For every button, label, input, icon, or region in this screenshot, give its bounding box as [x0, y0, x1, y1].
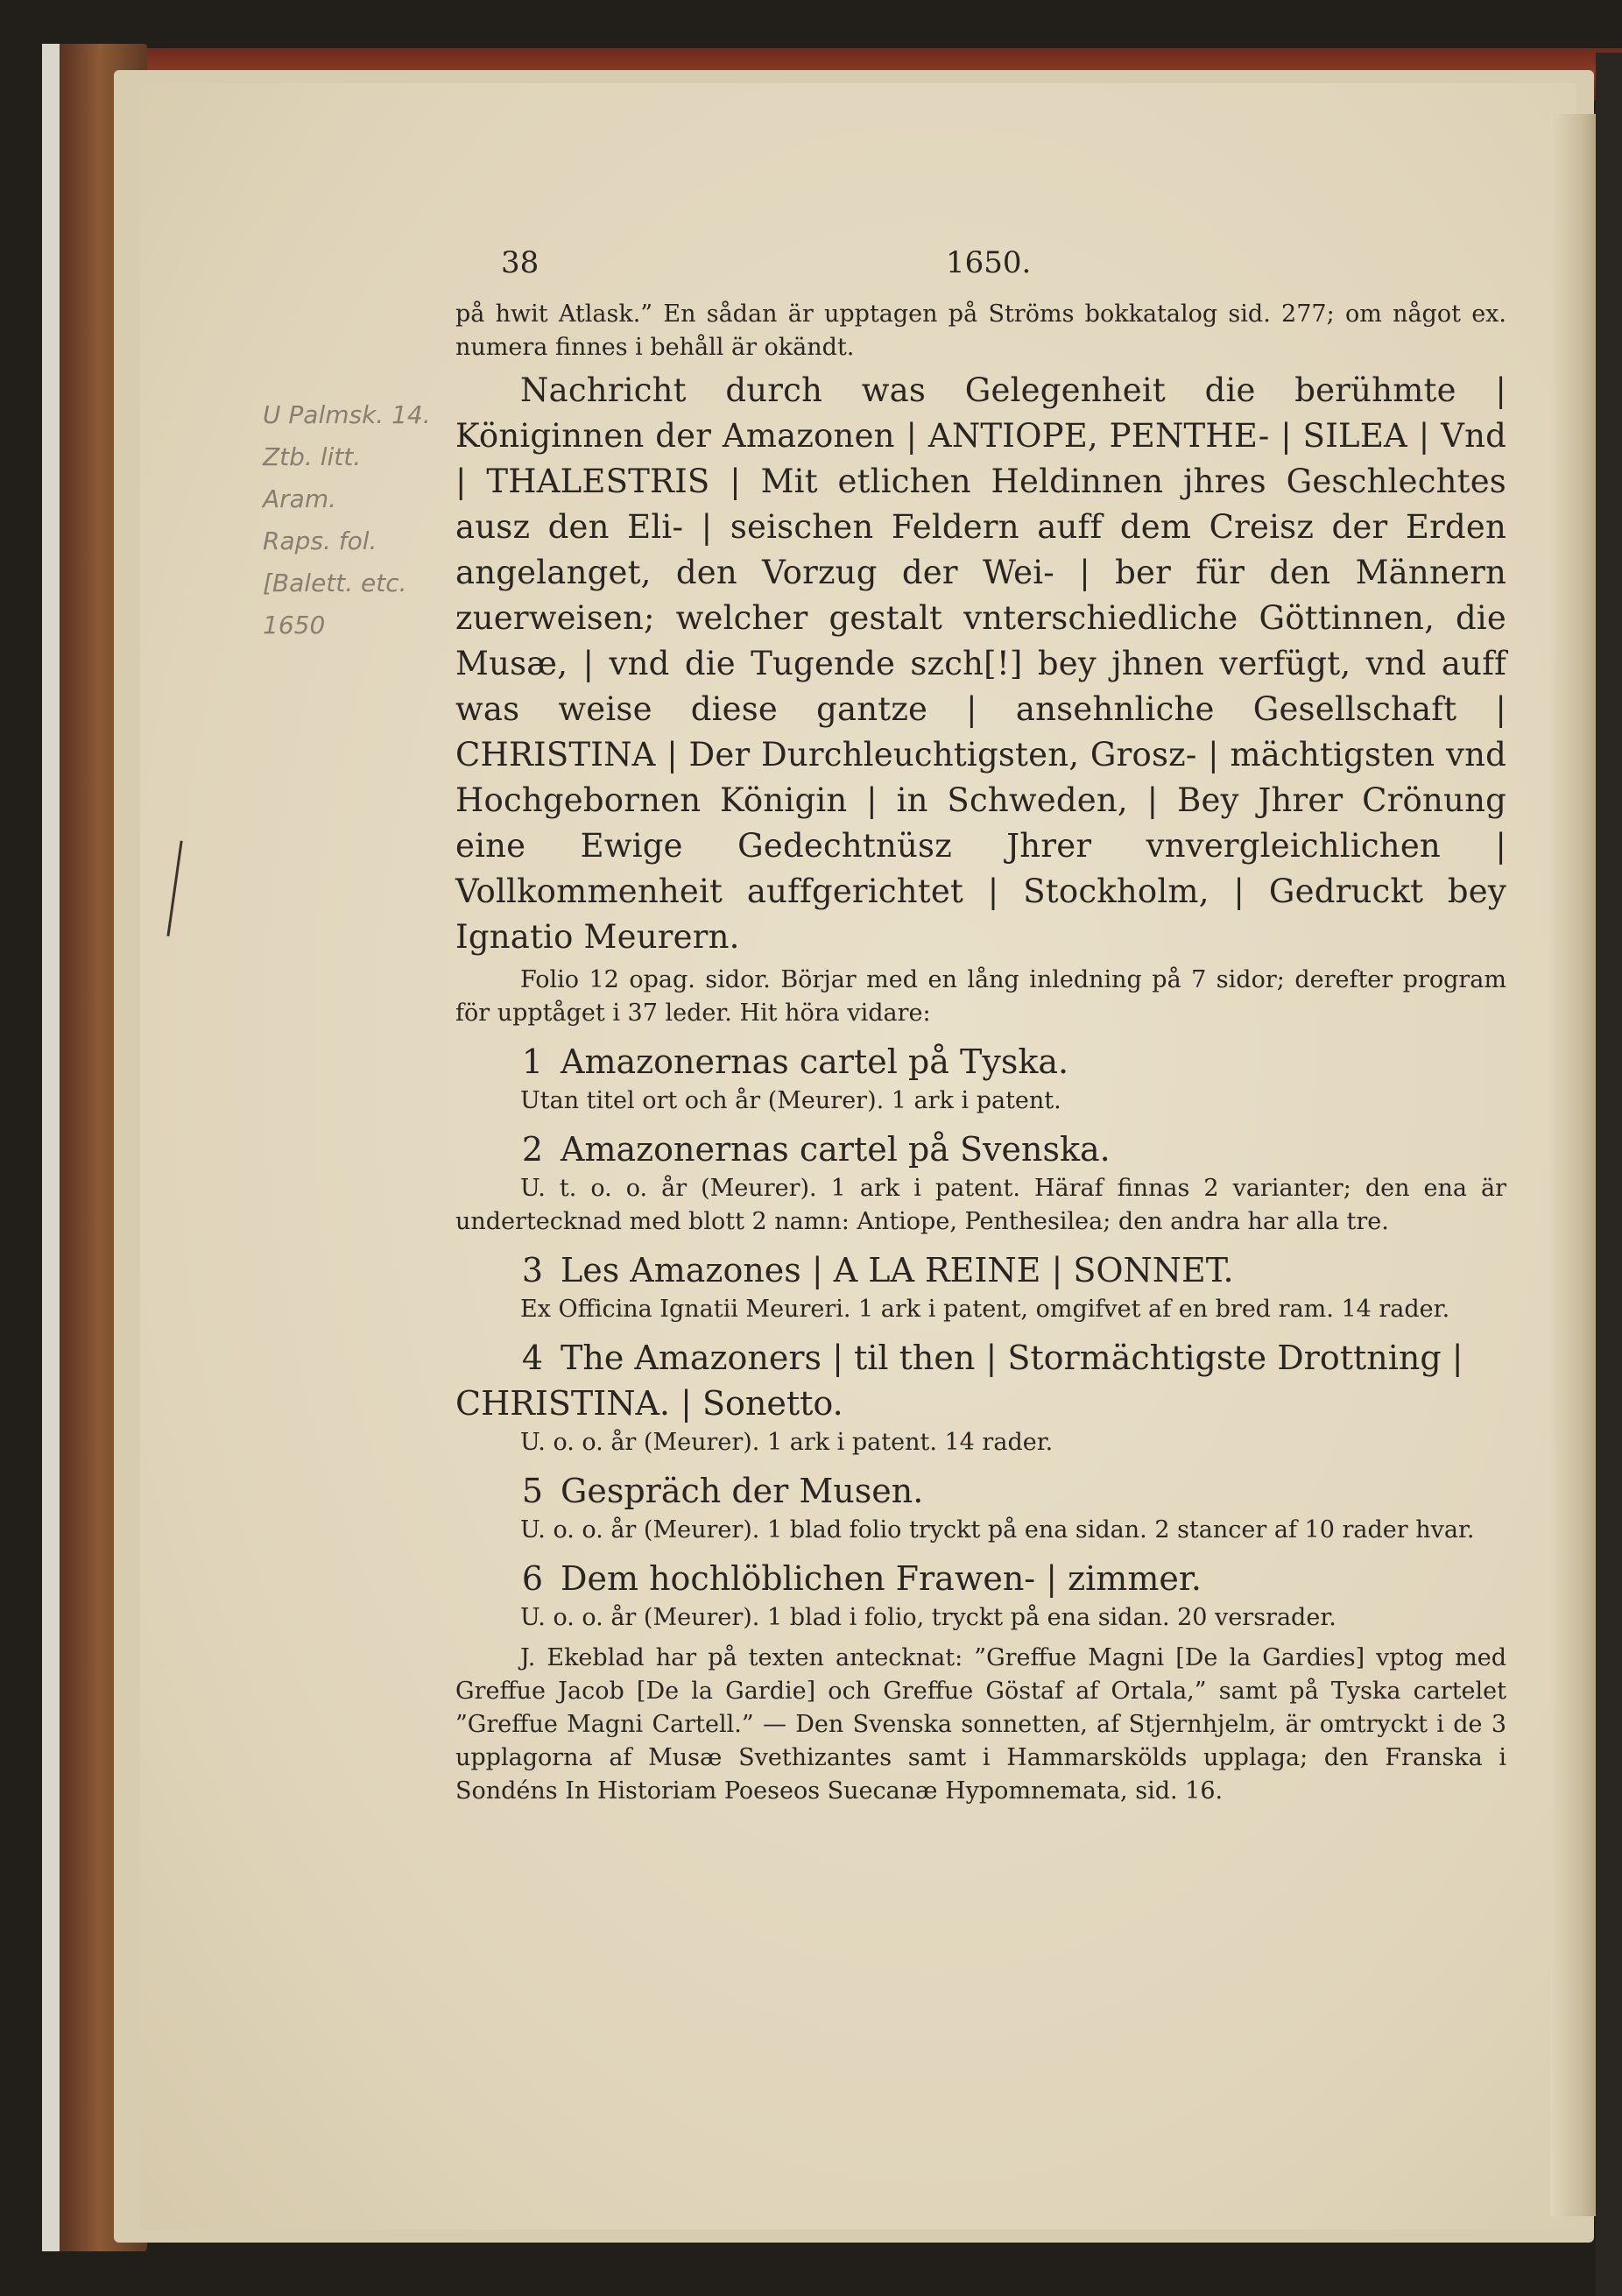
item-note: U. o. o. år (Meurer). 1 blad i folio, tryckt på ena sidan. 20 versrader.	[520, 1604, 1336, 1631]
list-item	[455, 1556, 1506, 1635]
item-title: Amazonernas cartel på Svenska.	[561, 1130, 1111, 1169]
list-item	[455, 1468, 1506, 1547]
page-year: 1650.	[946, 245, 1032, 280]
list-item	[455, 1127, 1506, 1239]
margin-note: Aram.	[263, 484, 336, 513]
item-note: U. o. o. år (Meurer). 1 ark i patent. 14 rader.	[520, 1429, 1054, 1456]
item-number: 6	[521, 1559, 543, 1598]
handwritten-margin-notes	[263, 394, 455, 646]
page-gutter	[1550, 114, 1603, 2216]
item-note: Utan titel ort och år (Meurer). 1 ark i patent.	[520, 1087, 1061, 1114]
item-number: 3	[521, 1251, 543, 1289]
cover-edge	[42, 44, 60, 2251]
item-title: Dem hochlöblichen Frawen- | zimmer.	[561, 1559, 1202, 1598]
list-item	[455, 1335, 1506, 1459]
running-header	[455, 245, 1506, 298]
item-note: U. t. o. o. år (Meurer). 1 ark i patent. Häraf finnas 2 varianter; den ena är undertecknad med blott 2 namn: Antiope, Penthesilea; den andra har alla tre.	[455, 1175, 1506, 1235]
item-list	[455, 1039, 1506, 1635]
margin-note: Raps. fol.	[263, 526, 377, 555]
page-text	[455, 245, 1506, 1808]
item-title: The Amazoners | til then | Stormächtigste Drottning | CHRISTINA. | Sonetto.	[455, 1339, 1463, 1423]
margin-note: U Palmsk. 14.	[263, 400, 431, 429]
item-title: Amazonernas cartel på Tyska.	[561, 1042, 1069, 1081]
item-title: Les Amazones | A LA REINE | SONNET.	[561, 1251, 1234, 1289]
margin-note: 1650	[263, 611, 326, 639]
scan-right-edge	[1596, 53, 1622, 2296]
item-number: 5	[521, 1472, 543, 1510]
list-item	[455, 1247, 1506, 1326]
closing-note: J. Ekeblad har på texten antecknat: ”Greffue Magni [De la Gardies] vptog med Greffue Jacob [De la Gardie] och Greffue Göstaf af Ortala,” samt på Tyska cartelet ”Greffue Magni Cartell.” — Den Svenska sonnetten, af Stjernhjelm, är omtryckt i de 3 upplagorna af Musæ Svethizantes samt i Hammarskölds upplaga; den Franska i Sondéns In Historiam Poeseos Suecanæ Hypomnemata, sid. 16.	[455, 1644, 1506, 1805]
item-title: Gespräch der Musen.	[561, 1472, 924, 1510]
item-number: 4	[521, 1339, 543, 1377]
entry-description: Folio 12 opag. sidor. Börjar med en lång inledning på 7 sidor; derefter program för upptåget i 37 leder. Hit höra vidare:	[455, 966, 1506, 1027]
item-note: U. o. o. år (Meurer). 1 blad folio tryckt på ena sidan. 2 stancer af 10 rader hvar.	[520, 1516, 1475, 1544]
page-number: 38	[501, 245, 539, 280]
intro-paragraph: på hwit Atlask.” En sådan är upptagen på Ströms bokkatalog sid. 277; om något ex. numera finnes i behåll är okändt.	[455, 300, 1506, 361]
list-item	[455, 1039, 1506, 1118]
margin-note: Ztb. litt.	[263, 442, 362, 471]
item-number: 1	[521, 1042, 543, 1081]
item-number: 2	[521, 1130, 543, 1169]
item-note: Ex Officina Ignatii Meureri. 1 ark i patent, omgifvet af en bred ram. 14 rader.	[520, 1296, 1450, 1323]
margin-note: [Balett. etc.	[263, 569, 407, 597]
entry-title: Nachricht durch was Gelegenheit die berühmte | Königinnen der Amazonen | ANTIOPE, PENTHE- | SILEA | Vnd | THALESTRIS | Mit etlichen Heldinnen jhres Geschlechtes ausz den Eli- | seischen Feldern auff dem Creisz der Erden angelanget, den Vorzug der Wei- | ber für den Männern zuerweisen; welcher gestalt vnterschiedliche Göttinnen, die Musæ, | vnd die Tugende szch[!] bey jhnen verfügt, vnd auff was weise diese gantze | ansehnliche Gesellschaft | CHRISTINA | Der Durchleuchtigsten, Grosz- | mächtigsten vnd Hochgebornen Königin | in Schweden, | Bey Jhrer Crönung eine Ewige Gedechtnüsz Jhrer vnvergleichlichen | Vollkommenheit auffgerichtet | Stockholm, | Gedruckt bey Ignatio Meurern.	[455, 371, 1506, 956]
